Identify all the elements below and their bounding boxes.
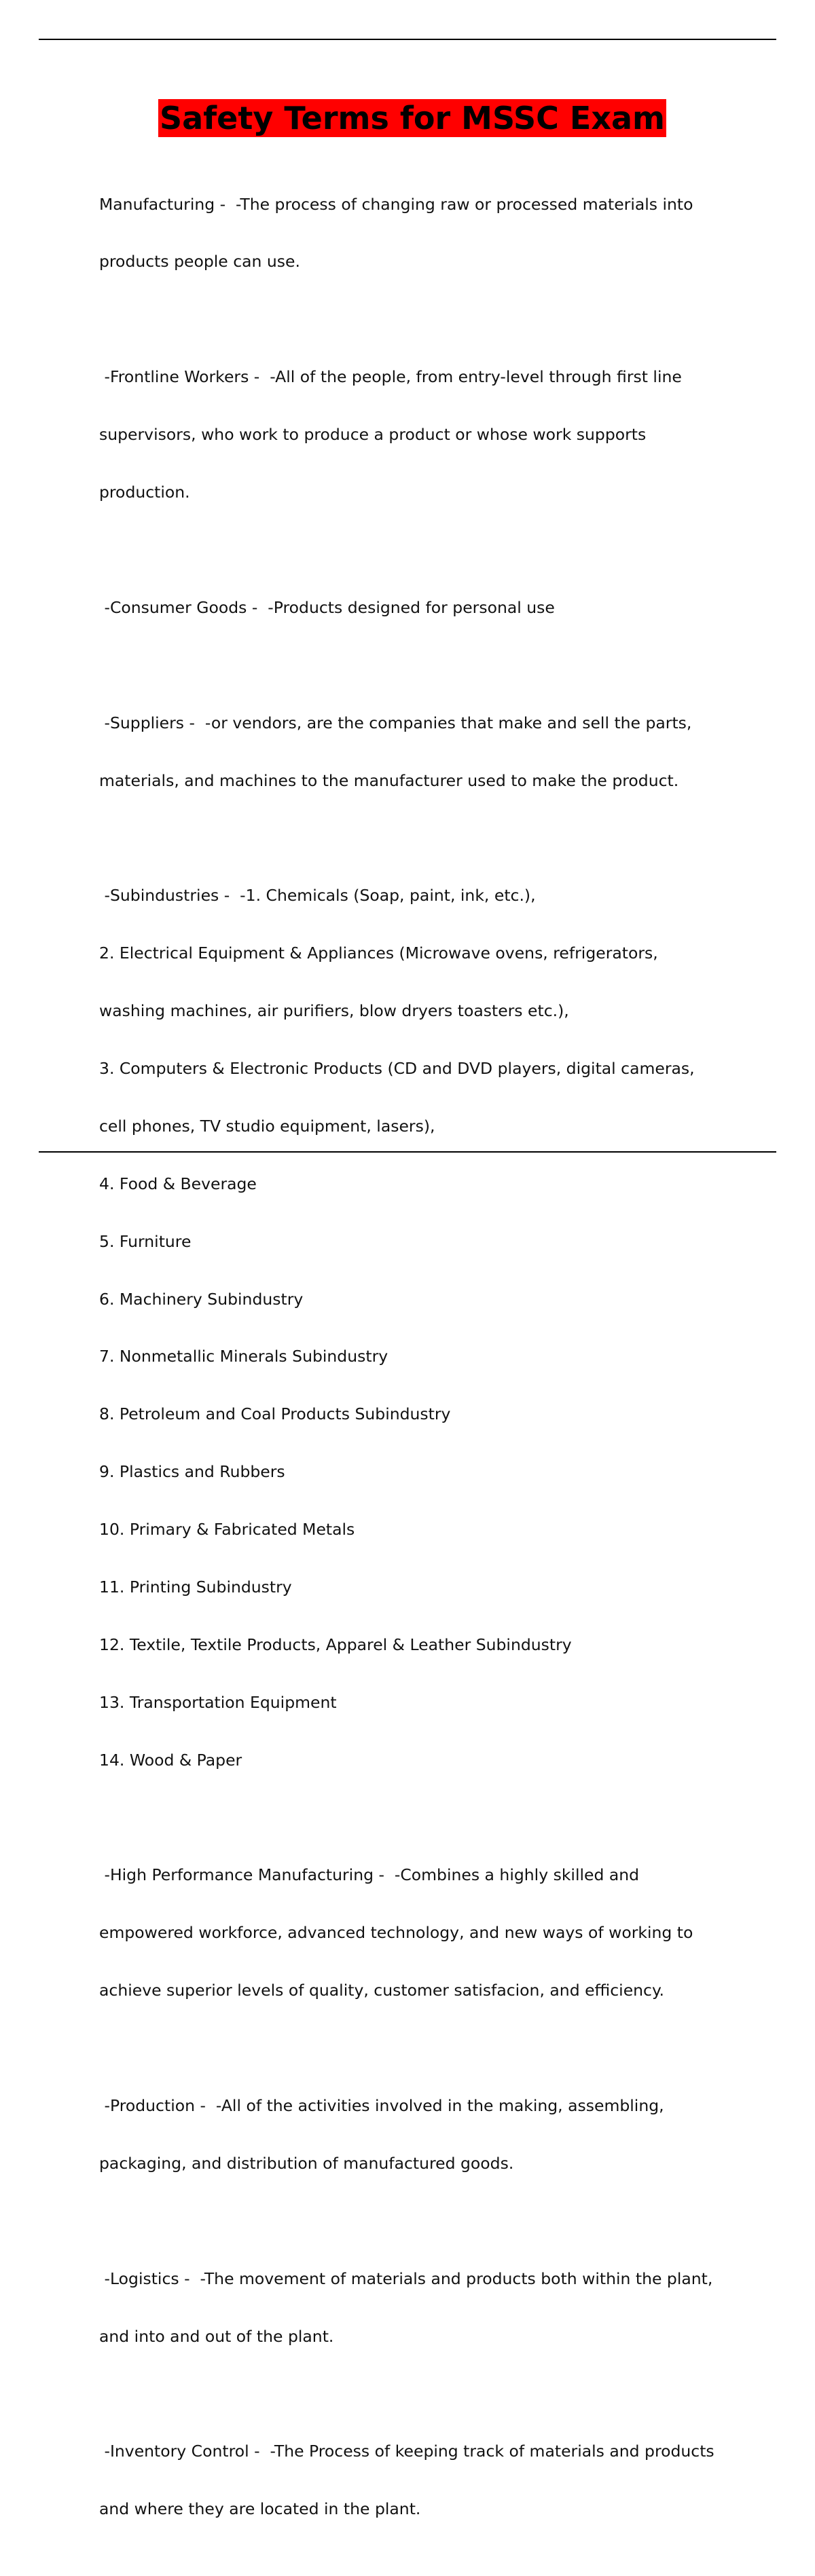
entry-line: 3. Computers & Electronic Products (CD and DVD players, digital cameras,: [99, 1058, 695, 1078]
entry-line: 2. Electrical Equipment & Appliances (Microwave ovens, refrigerators,: [99, 944, 658, 963]
top-divider: [39, 39, 776, 40]
entry-line: 8. Petroleum and Coal Products Subindustry: [99, 1404, 451, 1424]
entry-line: 7. Nonmetallic Minerals Subindustry: [99, 1347, 388, 1366]
entry-line: and into and out of the plant.: [99, 2326, 334, 2346]
entry-line: -Inventory Control - -The Process of keeping track of materials and products: [99, 2442, 714, 2461]
title-container: [0, 99, 815, 137]
entry-line: 4. Food & Beverage: [99, 1174, 257, 1193]
term-entry: [99, 156, 738, 310]
entry-line: Manufacturing - -The process of changing raw or processed materials into: [99, 194, 693, 214]
entry-line: washing machines, air purifiers, blow dryers toasters etc.),: [99, 1001, 569, 1021]
term-entry: [99, 675, 738, 828]
entry-line: 12. Textile, Textile Products, Apparel & Leather Subindustry: [99, 1635, 572, 1654]
entry-line: -Subindustries - -1. Chemicals (Soap, paint, ink, etc.),: [99, 886, 536, 906]
entry-line: products people can use.: [99, 252, 300, 272]
entry-line: -Suppliers - -or vendors, are the companies that make and sell the parts,: [99, 713, 692, 732]
term-entry: [99, 1827, 738, 2038]
entry-line: 5. Furniture: [99, 1231, 192, 1251]
document-body: [99, 156, 738, 2576]
entry-line: -Consumer Goods - -Products designed for personal use: [99, 597, 555, 617]
entry-line: and where they are located in the plant.: [99, 2499, 421, 2519]
entry-line: 9. Plastics and Rubbers: [99, 1462, 285, 1482]
entry-line: -Logistics - -The movement of materials and products both within the plant,: [99, 2269, 713, 2288]
entry-line: cell phones, TV studio equipment, lasers),: [99, 1116, 435, 1136]
entry-line: packaging, and distribution of manufactured goods.: [99, 2153, 514, 2173]
entry-line: empowered workforce, advanced technology, and new ways of working to: [99, 1923, 693, 1943]
entry-line: 6. Machinery Subindustry: [99, 1289, 304, 1309]
entry-line: materials, and machines to the manufacturer used to make the product.: [99, 770, 679, 790]
entry-line: 13. Transportation Equipment: [99, 1692, 337, 1712]
entry-line: -High Performance Manufacturing - -Combines a highly skilled and: [99, 1865, 640, 1885]
entry-line: 11. Printing Subindustry: [99, 1577, 292, 1597]
term-entry: [99, 329, 738, 540]
entry-line: production.: [99, 483, 190, 502]
entry-line: -Production - -All of the activities involved in the making, assembling,: [99, 2095, 664, 2115]
entry-line: -Frontline Workers - -All of the people, from entry-level through first line: [99, 367, 682, 387]
term-entry: [99, 2230, 738, 2384]
term-entry: [99, 2057, 738, 2211]
term-entry: [99, 559, 738, 655]
bottom-divider: [39, 1151, 776, 1153]
entry-line: 10. Primary & Fabricated Metals: [99, 1520, 355, 1539]
term-entry: [99, 2404, 738, 2557]
entry-line: 14. Wood & Paper: [99, 1750, 242, 1770]
entry-line: achieve superior levels of quality, customer satisfacion, and efficiency.: [99, 1981, 665, 2000]
term-entry: [99, 848, 738, 1808]
entry-line: supervisors, who work to produce a product or whose work supports: [99, 425, 647, 445]
page-title: Safety Terms for MSSC Exam: [160, 100, 665, 136]
